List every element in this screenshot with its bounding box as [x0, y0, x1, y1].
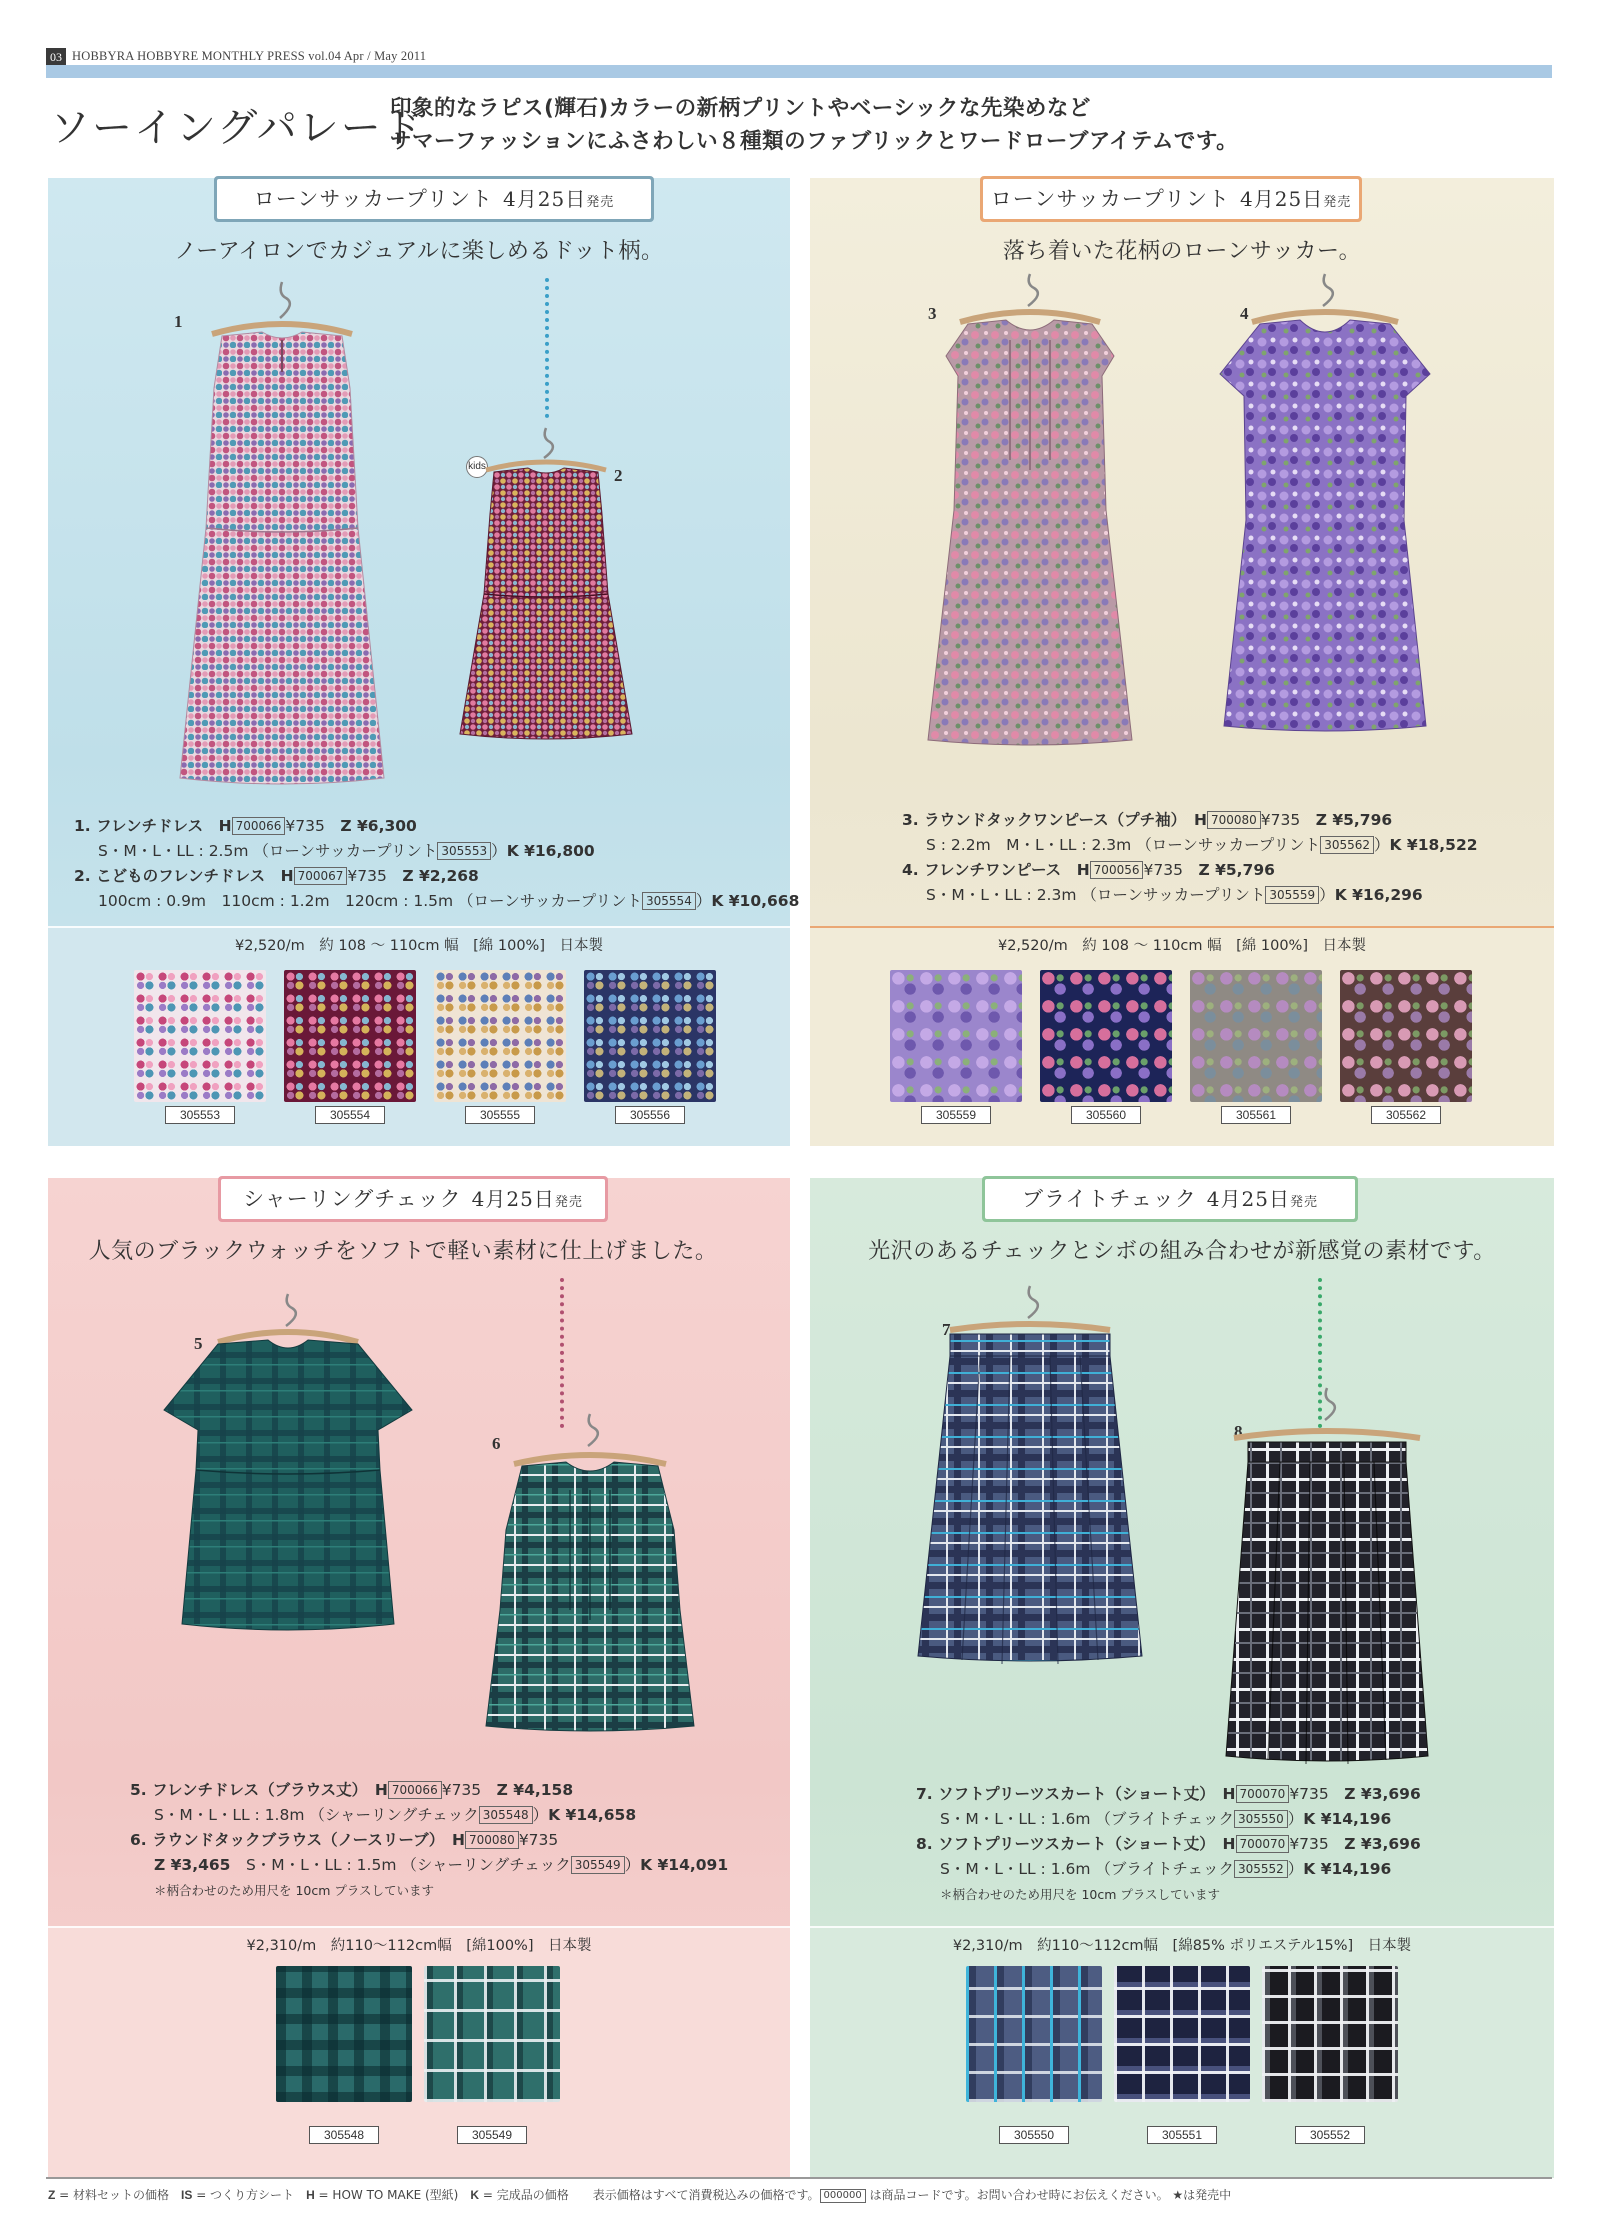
- item-title: 2. こどものフレンチドレス: [74, 867, 266, 885]
- h-code: 700056: [1090, 861, 1144, 879]
- item-title: 1. フレンチドレス: [74, 817, 204, 835]
- section-label: [980, 176, 1362, 222]
- swatch-305554[interactable]: [284, 970, 416, 1102]
- section-bright-check: [810, 1178, 1554, 2178]
- intro-line-1: 印象的なラピス(輝石)カラーの新柄プリントやベーシックな先染めなど: [390, 96, 1091, 121]
- item-title: 5. フレンチドレス（ブラウス丈）: [130, 1781, 360, 1799]
- footer-legend: Z = 材料セットの価格 IS = つくり方シート H = HOW TO MAKE (型紙) K = 完成品の価格 表示価格はすべて消費税込みの価格です。 000000 は商品コードです。お問い合わせ時にお伝えください。 ★は発売中: [48, 2188, 1232, 2202]
- swatch-305556[interactable]: [584, 970, 716, 1102]
- swatch-code: 305556: [615, 1106, 685, 1124]
- intro-line-2: サマーファッションにふさわしい８種類のファブリックとワードローブアイテムです。: [390, 129, 1239, 154]
- label-text: ローンサッカープリント: [253, 187, 494, 211]
- kids-french-dress-image: [446, 424, 646, 754]
- page-title: ソーイングパレード: [50, 105, 425, 151]
- swatch-code: 305561: [1221, 1106, 1291, 1124]
- item-title: 3. ラウンドタックワンピース（プチ袖）: [902, 811, 1179, 829]
- item-info-2: 2. こどものフレンチドレス H 700067 ¥735 Z ¥2,268 100cm : 0.9m 110cm : 1.2m 120cm : 1.5m （ローンサッカープリント 305554 ）K ¥10,668: [74, 867, 800, 910]
- swatch-code: 305559: [921, 1106, 991, 1124]
- h-code: 700070: [1236, 1835, 1290, 1853]
- h-code: 700067: [294, 867, 348, 885]
- fabric-spec: ¥2,520/m 約 108 ～ 110cm 幅 [綿 100%] 日本製: [997, 938, 1366, 954]
- pattern-note: ＊柄合わせのため用尺を 10cm プラスしています: [940, 1887, 1221, 1902]
- section-label: [982, 1176, 1358, 1222]
- z-price: Z ¥5,796: [1315, 811, 1393, 829]
- h-code: 700080: [1207, 811, 1261, 829]
- swatch-305561[interactable]: [1190, 970, 1322, 1102]
- fabric-spec: ¥2,310/m 約110～112cm幅 [綿100%] 日本製: [246, 1938, 592, 1954]
- section-label: [218, 1176, 608, 1222]
- h-code: 700080: [465, 1831, 519, 1849]
- z-price: Z ¥3,696: [1344, 1785, 1421, 1803]
- pleats-skirt-short-blue-image: [910, 1282, 1150, 1682]
- fabric-spec: ¥2,520/m 約 108 ～ 110cm 幅 [綿 100%] 日本製: [234, 938, 603, 954]
- swatch-code: 305554: [315, 1106, 385, 1124]
- swatch-305562[interactable]: [1340, 970, 1472, 1102]
- label-text: シャーリングチェック: [243, 1187, 462, 1211]
- pattern-note: ＊柄合わせのため用尺を 10cm プラスしています: [154, 1883, 435, 1898]
- release-date: 4月25日発売: [1240, 187, 1352, 211]
- item-info-6: 6. ラウンドタックブラウス（ノースリーブ） H 700080 ¥735 Z ¥3,465 S・M・L・LL : 1.5m （シャーリングチェック 305549 ）K ¥14,091 ＊柄合わせのため用尺を 10cm プラスしています: [130, 1828, 728, 1903]
- dotted-guide: [545, 278, 549, 418]
- z-price: Z ¥3,696: [1344, 1835, 1421, 1853]
- k-price: K ¥14,658: [548, 1806, 637, 1824]
- item-number-7: 7: [942, 1320, 951, 1339]
- french-one-piece-image: [1190, 270, 1460, 750]
- footer-rule: [46, 2177, 1552, 2179]
- section-label: [214, 176, 654, 222]
- item-number-6: 6: [492, 1434, 501, 1453]
- swatch-code: 305548: [309, 2126, 379, 2144]
- swatch-area: [810, 926, 1554, 1146]
- item-number-3: 3: [928, 304, 937, 323]
- swatch-code: 305555: [465, 1106, 535, 1124]
- item-title: 7. ソフトプリーツスカート（ショート丈）: [916, 1785, 1207, 1803]
- section-lead: 落ち着いた花柄のローンサッカー。: [1002, 239, 1362, 264]
- swatch-305553[interactable]: [134, 970, 266, 1102]
- french-blouse-image: [158, 1290, 418, 1650]
- magazine-title: HOBBYRA HOBBYRE MONTHLY PRESS vol.04 Apr / May 2011: [72, 49, 427, 63]
- swatch-code: 305550: [999, 2126, 1069, 2144]
- swatch-305559[interactable]: [890, 970, 1022, 1102]
- section-floral-print: [810, 178, 1554, 1146]
- page-number: 03: [46, 48, 66, 66]
- header-rule: [46, 65, 1552, 78]
- k-price: K ¥14,196: [1303, 1810, 1392, 1828]
- swatch-code: 305562: [1371, 1106, 1441, 1124]
- k-price: K ¥14,091: [640, 1856, 729, 1874]
- release-date: 4月25日発売: [1206, 1187, 1318, 1211]
- k-price: K ¥18,522: [1389, 836, 1478, 854]
- z-price: Z ¥3,465: [154, 1856, 231, 1874]
- section-dot-print: [48, 178, 800, 1146]
- swatch-area: [48, 926, 790, 1146]
- h-code: 700070: [1236, 1785, 1290, 1803]
- item-info-1: 1. フレンチドレス H 700066 ¥735 Z ¥6,300 S・M・L・LL : 2.5m （ローンサッカープリント 305553 ）K ¥16,800: [74, 817, 595, 860]
- item-info-7: 7. ソフトプリーツスカート（ショート丈） H 700070 ¥735 Z ¥3,696 S・M・L・LL : 1.6m （ブライトチェック 305550 ）K ¥14,196: [916, 1785, 1421, 1828]
- label-text: ローンサッカープリント: [990, 187, 1231, 211]
- swatch-305555[interactable]: [434, 970, 566, 1102]
- item-title: 6. ラウンドタックブラウス（ノースリーブ）: [130, 1831, 437, 1849]
- item-number-4: 4: [1240, 304, 1249, 323]
- z-price: Z ¥2,268: [402, 867, 479, 885]
- pleats-skirt-short-black-image: [1202, 1384, 1452, 1784]
- label-text: ブライトチェック: [1022, 1187, 1197, 1211]
- page-header: [46, 48, 1552, 66]
- k-price: K ¥16,800: [506, 842, 595, 860]
- swatch-305548[interactable]: [276, 1966, 412, 2102]
- round-tuck-blouse-image: [450, 1410, 730, 1750]
- intro-text: [390, 92, 1238, 158]
- z-price: Z ¥4,158: [496, 1781, 574, 1799]
- item-number-5: 5: [194, 1334, 203, 1353]
- swatch-area: [810, 1926, 1554, 2178]
- section-lead: 人気のブラックウォッチをソフトで軽い素材に仕上げました。: [88, 1239, 718, 1264]
- item-info-8: 8. ソフトプリーツスカート（ショート丈） H 700070 ¥735 Z ¥3,696 S・M・L・LL : 1.6m （ブライトチェック 305552 ）K ¥14,196 ＊柄合わせのため用尺を 10cm プラスしています: [916, 1832, 1421, 1907]
- release-date: 4月25日発売: [503, 187, 615, 211]
- french-dress-image: [152, 278, 412, 808]
- swatch-code: 305560: [1071, 1106, 1141, 1124]
- swatch-305550[interactable]: [966, 1966, 1102, 2102]
- item-number-8: 8: [1234, 1422, 1243, 1441]
- swatch-area: [48, 1926, 790, 2178]
- section-shirring-check: [48, 1178, 790, 2178]
- k-price: K ¥16,296: [1334, 886, 1423, 904]
- kids-badge: kids: [466, 456, 488, 478]
- swatch-code: 305551: [1147, 2126, 1217, 2144]
- swatch-code: 305553: [165, 1106, 235, 1124]
- item-number-2: 2: [614, 466, 623, 485]
- item-info-4: 4. フレンチワンピース H 700056 ¥735 Z ¥5,796 S・M・L・LL : 2.3m （ローンサッカープリント 305559 ）K ¥16,296: [902, 861, 1423, 904]
- h-code: 700066: [388, 1781, 442, 1799]
- fabric-spec: ¥2,310/m 約110～112cm幅 [綿85% ポリエステル15%] 日本製: [952, 1938, 1412, 1954]
- swatch-305560[interactable]: [1040, 970, 1172, 1102]
- swatch-code: 305549: [457, 2126, 527, 2144]
- k-price: K ¥10,668: [711, 892, 800, 910]
- section-lead: ノーアイロンでカジュアルに楽しめるドット柄。: [174, 239, 664, 264]
- dotted-guide: [560, 1278, 564, 1428]
- round-tuck-dress-image: [910, 270, 1150, 770]
- item-title: 8. ソフトプリーツスカート（ショート丈）: [916, 1835, 1207, 1853]
- z-price: Z ¥5,796: [1198, 861, 1275, 879]
- item-title: 4. フレンチワンピース: [902, 861, 1062, 879]
- swatch-code: 305552: [1295, 2126, 1365, 2144]
- z-price: Z ¥6,300: [340, 817, 417, 835]
- swatch-305551[interactable]: [1114, 1966, 1250, 2102]
- section-lead: 光沢のあるチェックとシボの組み合わせが新感覚の素材です。: [868, 1239, 1496, 1264]
- item-info-5: 5. フレンチドレス（ブラウス丈） H 700066 ¥735 Z ¥4,158 S・M・L・LL : 1.8m （シャーリングチェック 305548 ）K ¥14,658: [130, 1781, 637, 1824]
- swatch-305549[interactable]: [424, 1966, 560, 2102]
- swatch-305552[interactable]: [1262, 1966, 1398, 2102]
- item-number-1: 1: [174, 312, 183, 331]
- h-code: 700066: [232, 817, 286, 835]
- item-info-3: 3. ラウンドタックワンピース（プチ袖） H 700080 ¥735 Z ¥5,796 S : 2.2m M・L・LL : 2.3m （ローンサッカープリント 305562 ）K ¥18,522: [902, 811, 1478, 854]
- release-date: 4月25日発売: [471, 1187, 583, 1211]
- k-price: K ¥14,196: [1303, 1860, 1392, 1878]
